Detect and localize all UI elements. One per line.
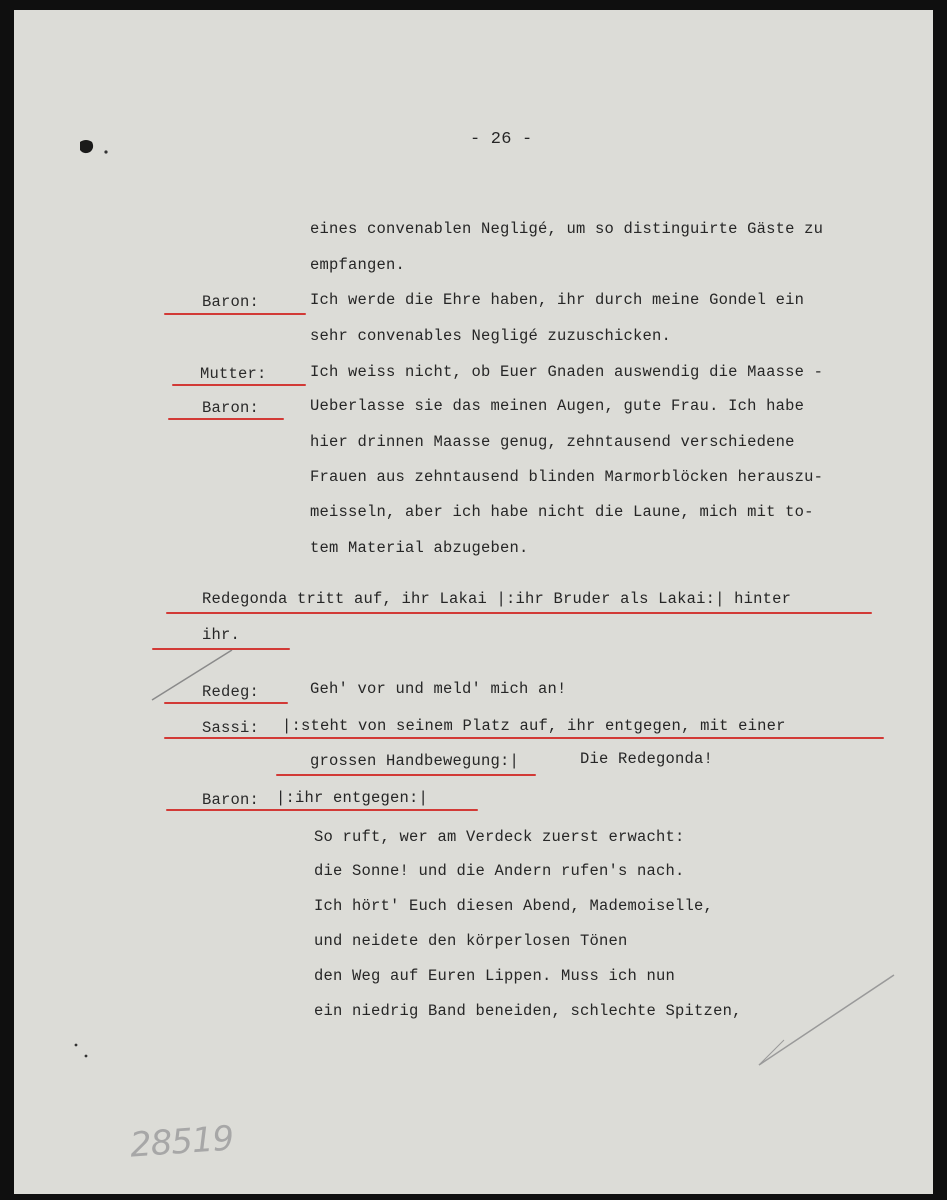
page-number: - 26 - — [470, 130, 533, 149]
verse-line: den Weg auf Euren Lippen. Muss ich nun — [314, 967, 676, 985]
verse-line: Ich hört' Euch diesen Abend, Mademoiselle, — [314, 897, 714, 915]
stage-direction: grossen Handbewegung:| — [310, 752, 520, 770]
ink-blot-mark — [80, 140, 93, 153]
text-line: Ich weiss nicht, ob Euer Gnaden auswendig die Maasse - — [310, 363, 824, 381]
document-page — [14, 10, 933, 1194]
text-line: tem Material abzugeben. — [310, 539, 529, 557]
red-underline — [172, 384, 306, 386]
text-line: hier drinnen Maasse genug, zehntausend verschiedene — [310, 433, 795, 451]
speaker-label: Baron: — [202, 399, 260, 417]
red-underline — [152, 648, 290, 650]
ink-dot-mark — [85, 1055, 88, 1058]
speaker-label: Sassi: — [202, 719, 260, 737]
red-underline — [164, 313, 306, 315]
red-underline — [164, 702, 288, 704]
stage-direction: ihr. — [202, 626, 241, 644]
red-underline — [276, 774, 536, 776]
pencil-slash-right — [759, 975, 894, 1065]
ink-dot-mark — [104, 150, 107, 153]
verse-line: ein niedrig Band beneiden, schlechte Spitzen, — [314, 1002, 742, 1020]
red-underline — [164, 737, 884, 739]
verse-line: und neidete den körperlosen Tönen — [314, 932, 628, 950]
text-line: empfangen. — [310, 256, 406, 274]
speaker-label: Mutter: — [200, 365, 267, 383]
ink-dot-mark — [75, 1044, 78, 1047]
speaker-label: Baron: — [202, 791, 260, 809]
stage-direction: |:ihr entgegen:| — [276, 789, 429, 807]
text-line: meisseln, aber ich habe nicht die Laune, mich mit to- — [310, 503, 814, 521]
red-underline — [166, 809, 478, 811]
speaker-label: Baron: — [202, 293, 260, 311]
text-line: eines convenablen Negligé, um so distinguirte Gäste zu — [310, 220, 824, 238]
text-line: Frauen aus zehntausend blinden Marmorblöcken herauszu- — [310, 468, 824, 486]
text-line: sehr convenables Negligé zuzuschicken. — [310, 327, 672, 345]
text-line: Die Redegonda! — [580, 750, 714, 768]
stage-direction: Redegonda tritt auf, ihr Lakai |:ihr Bruder als Lakai:| hinter — [202, 590, 792, 608]
stage-direction: |:steht von seinem Platz auf, ihr entgegen, mit einer — [282, 717, 786, 735]
red-underline — [168, 418, 284, 420]
verse-line: die Sonne! und die Andern rufen's nach. — [314, 862, 685, 880]
verse-line: So ruft, wer am Verdeck zuerst erwacht: — [314, 828, 685, 846]
text-line: Ueberlasse sie das meinen Augen, gute Frau. Ich habe — [310, 397, 805, 415]
text-line: Ich werde die Ehre haben, ihr durch meine Gondel ein — [310, 291, 805, 309]
text-line: Geh' vor und meld' mich an! — [310, 680, 567, 698]
speaker-label: Redeg: — [202, 683, 260, 701]
red-underline — [166, 612, 872, 614]
pencil-tick — [759, 1040, 784, 1065]
handwritten-archive-number: 28519 — [128, 1118, 235, 1166]
